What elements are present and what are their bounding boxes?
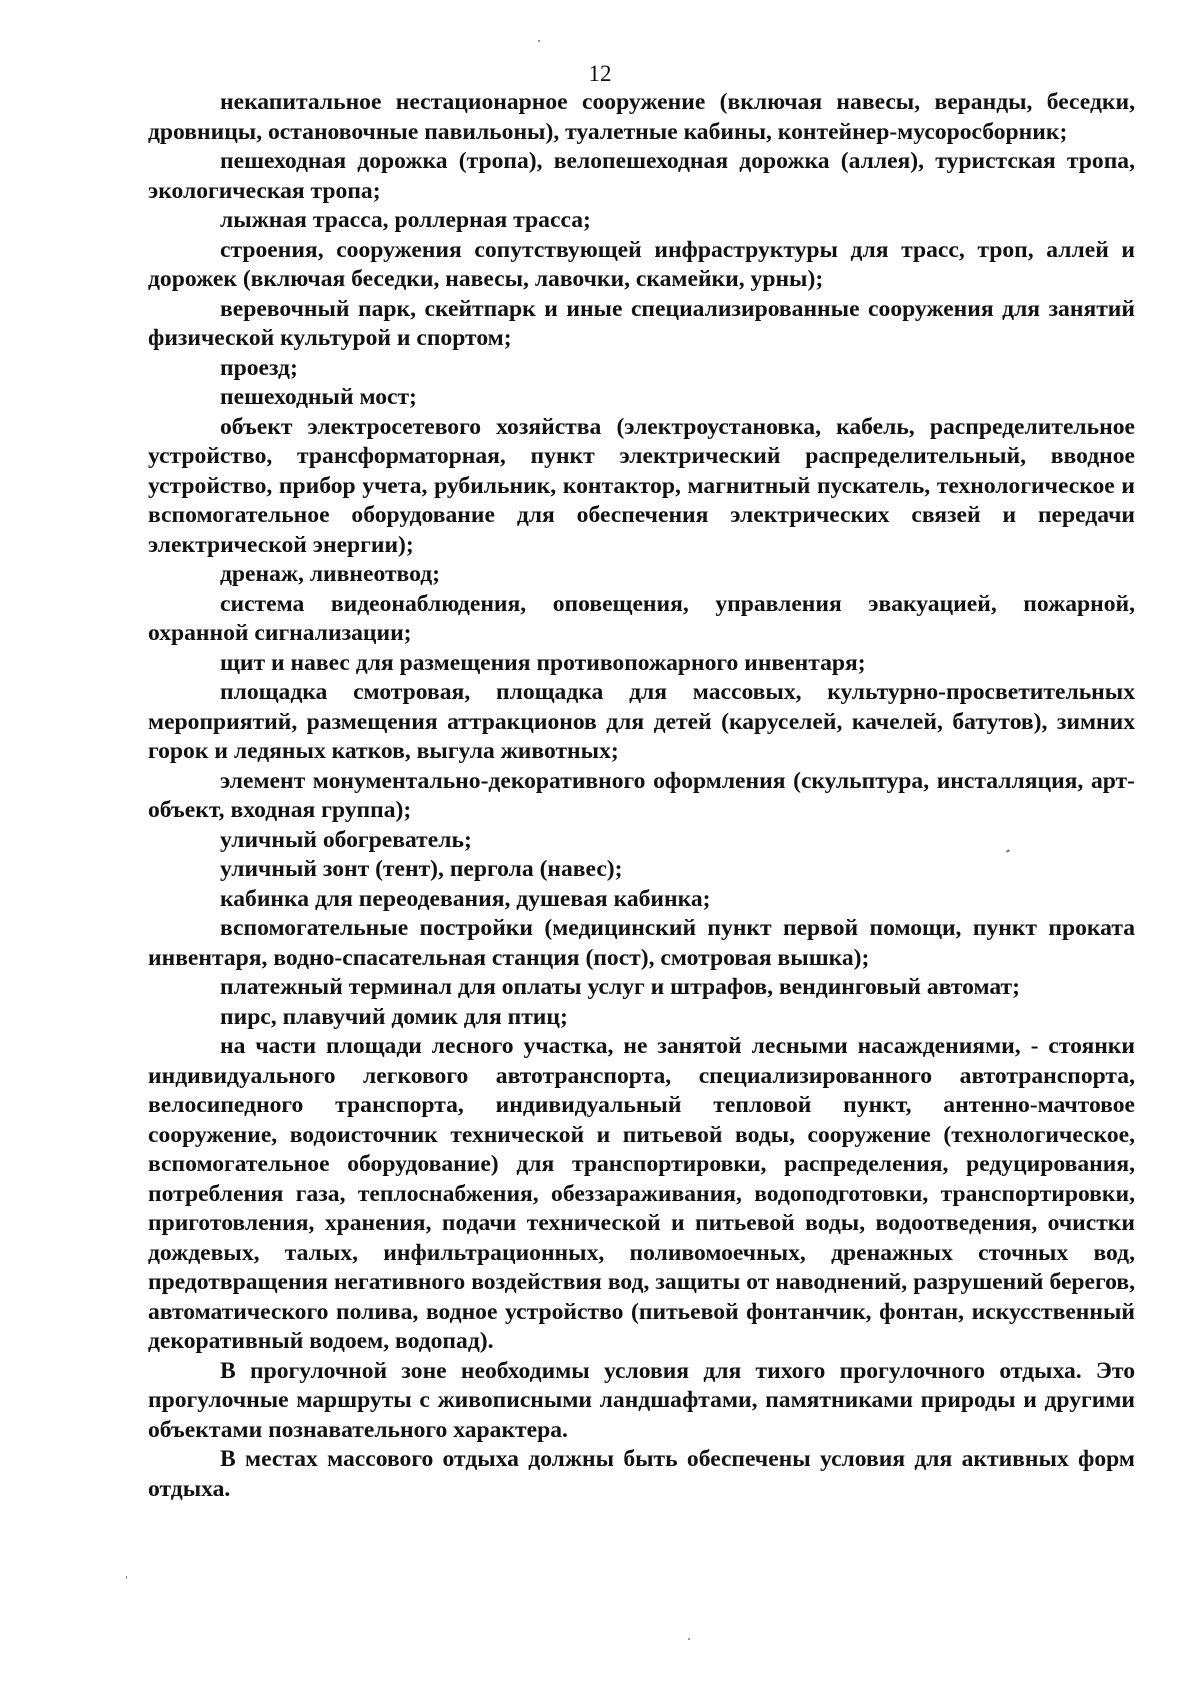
page-number: 12 [588, 61, 612, 86]
paragraph-forest-plot-area: на части площади лесного участка, не занятой лесными насаждениями, - стоянки индивидуального легкового автотранспорта, специализированного автотранспорта, велосипедного транспорта, индивидуальный тепловой пункт, антенно-мачтовое сооружение, водоисточник технической и питьевой воды, сооружение (технологическое, вспомогательное оборудование) для транспортировки, распределения, редуцирования, потребления газа, теплоснабжения, обеззараживания, водоподготовки, транспортировки, приготовления, хранения, подачи технической и питьевой воды, водоотведения, очистки дождевых, талых, инфильтрационных, поливомоечных, дренажных сточных вод, предотвращения негативного воздействия вод, защиты от наводнений, разрушений берегов, автоматического полива, водное устройство (питьевой фонтанчик, фонтан, искусственный декоративный водоем, водопад). [148, 1033, 1135, 1354]
paragraph-monumental-decoration: элемент монументально-декоративного оформления (скульптура, инсталляция, арт-объект, входная группа); [148, 767, 1135, 823]
paragraph-walking-zone: В прогулочной зоне необходимы условия для тихого прогулочного отдыха. Это прогулочные маршруты с живописными ландшафтами, памятниками природы и другими объектами познавательного характера. [148, 1357, 1135, 1443]
paragraph-mass-recreation: В местах массового отдыха должны быть обеспечены условия для активных форм отдыха. [148, 1446, 1135, 1502]
paragraph-street-heater: уличный обогреватель; [220, 826, 472, 853]
paragraph-changing-cabin: кабинка для переодевания, душевая кабинка; [220, 885, 711, 912]
paragraph-infrastructure-buildings: строения, сооружения сопутствующей инфраструктуры для трасс, троп, аллей и дорожек (включая беседки, навесы, лавочки, скамейки, урны); [148, 236, 1135, 292]
paragraph-driveway: проезд; [220, 354, 298, 381]
paragraph-fire-equipment-shield: щит и навес для размещения противопожарного инвентаря; [220, 649, 866, 676]
paragraph-pier: пирс, плавучий домик для птиц; [220, 1003, 568, 1030]
paragraph-nonpermanent-structure: некапитальное нестационарное сооружение (включая навесы, веранды, беседки, дровницы, остановочные павильоны), туалетные кабины, контейнер-мусоросборник; [148, 89, 1135, 145]
paragraph-payment-terminal: платежный терминал для оплаты услуг и штрафов, вендинговый автомат; [220, 974, 1020, 1000]
paragraph-auxiliary-buildings: вспомогательные постройки (медицинский пункт первой помощи, пункт проката инвентаря, водно-спасательная станция (пост), смотровая вышка); [148, 915, 1135, 971]
scan-speck [538, 40, 540, 42]
paragraph-drainage: дренаж, ливнеотвод; [220, 561, 441, 587]
paragraph-street-umbrella: уличный зонт (тент), пергола (навес); [220, 856, 623, 882]
paragraph-pedestrian-path: пешеходная дорожка (тропа), велопешеходная дорожка (аллея), туристская тропа, экологическая тропа; [148, 148, 1135, 204]
paragraph-electrical-facility: объект электросетевого хозяйства (электроустановка, кабель, распределительное устройство, трансформаторная, пункт электрический распределительный, вводное устройство, прибор учета, рубильник, контактор, магнитный пускатель, технологическое и вспомогательное оборудование для обеспечения электрических связей и передачи электрической энергии); [148, 413, 1135, 558]
paragraph-rope-park: веревочный парк, скейтпарк и иные специализированные сооружения для занятий физической культурой и спортом; [148, 295, 1135, 351]
paragraph-surveillance-system: система видеонаблюдения, оповещения, управления эвакуацией, пожарной, охранной сигнализации; [148, 590, 1135, 646]
document-body [148, 88, 1135, 1504]
scan-speck [126, 1576, 127, 1579]
paragraph-ski-track: лыжная трасса, роллерная трасса; [220, 207, 591, 233]
paragraph-viewing-platform: площадка смотровая, площадка для массовых, культурно-просветительных мероприятий, размещения аттракционов для детей (каруселей, качелей, батутов), зимних горок и ледяных катков, выгула животных; [148, 679, 1135, 764]
paragraph-footbridge: пешеходный мост; [220, 384, 417, 410]
scan-speck [688, 1638, 690, 1640]
